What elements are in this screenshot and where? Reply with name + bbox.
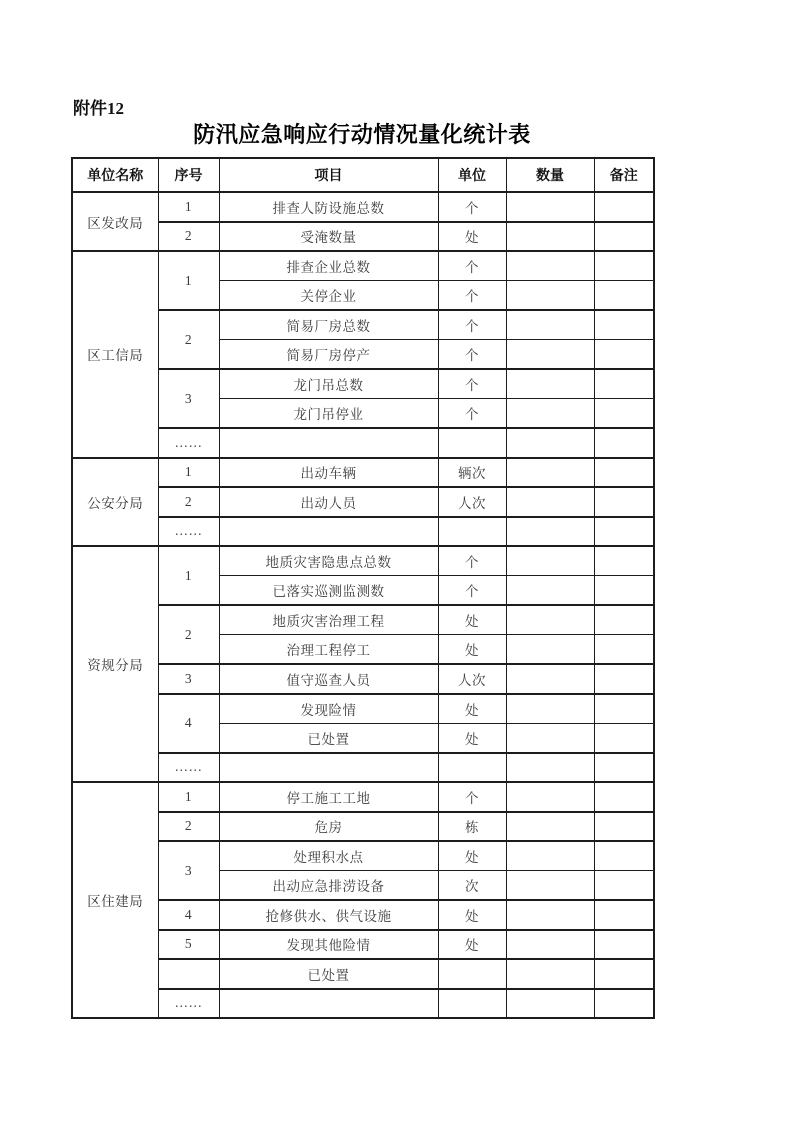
quantity-cell — [506, 487, 594, 517]
unit-cell: 个 — [438, 251, 506, 281]
item-cell: 停工施工工地 — [219, 782, 438, 812]
serial-cell: 2 — [158, 310, 219, 369]
table-row — [72, 458, 654, 488]
col-header-unit: 单位 — [438, 158, 506, 192]
quantity-cell — [506, 340, 594, 370]
item-cell: 治理工程停工 — [219, 635, 438, 665]
quantity-cell — [506, 399, 594, 429]
table-row — [72, 310, 654, 340]
quantity-cell — [506, 664, 594, 694]
unit-cell — [438, 517, 506, 547]
quantity-cell — [506, 222, 594, 252]
unit-cell: 栋 — [438, 812, 506, 842]
remark-cell — [594, 487, 654, 517]
unit-name-cell: 公安分局 — [72, 458, 158, 547]
quantity-cell — [506, 251, 594, 281]
item-cell — [219, 753, 438, 783]
serial-cell: 5 — [158, 930, 219, 960]
item-cell: 关停企业 — [219, 281, 438, 311]
unit-cell — [438, 428, 506, 458]
remark-cell — [594, 251, 654, 281]
quantity-cell — [506, 310, 594, 340]
table-row — [72, 251, 654, 281]
table-row — [72, 753, 654, 783]
item-cell: 排查企业总数 — [219, 251, 438, 281]
unit-cell: 处 — [438, 694, 506, 724]
unit-name-cell: 资规分局 — [72, 546, 158, 782]
item-cell: 值守巡查人员 — [219, 664, 438, 694]
unit-cell: 处 — [438, 841, 506, 871]
unit-cell: 个 — [438, 576, 506, 606]
unit-cell: 个 — [438, 310, 506, 340]
quantity-cell — [506, 369, 594, 399]
unit-cell: 处 — [438, 635, 506, 665]
serial-cell: …… — [158, 428, 219, 458]
unit-name-cell: 区发改局 — [72, 192, 158, 251]
page-title: 防汛应急响应行动情况量化统计表 — [193, 122, 531, 147]
unit-cell: 个 — [438, 399, 506, 429]
item-cell: 危房 — [219, 812, 438, 842]
quantity-cell — [506, 900, 594, 930]
item-cell: 龙门吊总数 — [219, 369, 438, 399]
unit-cell: 人次 — [438, 664, 506, 694]
unit-name-cell: 区工信局 — [72, 251, 158, 458]
remark-cell — [594, 281, 654, 311]
item-cell: 抢修供水、供气设施 — [219, 900, 438, 930]
table-row — [72, 428, 654, 458]
remark-cell — [594, 664, 654, 694]
serial-cell: 2 — [158, 812, 219, 842]
serial-cell: 4 — [158, 900, 219, 930]
quantity-cell — [506, 546, 594, 576]
col-header-quantity: 数量 — [506, 158, 594, 192]
serial-cell: …… — [158, 753, 219, 783]
unit-cell — [438, 989, 506, 1019]
item-cell: 地质灾害隐患点总数 — [219, 546, 438, 576]
unit-cell: 辆次 — [438, 458, 506, 488]
table-row — [72, 664, 654, 694]
remark-cell — [594, 369, 654, 399]
table-row — [72, 900, 654, 930]
remark-cell — [594, 959, 654, 989]
serial-cell: 2 — [158, 222, 219, 252]
remark-cell — [594, 694, 654, 724]
item-cell: 发现其他险情 — [219, 930, 438, 960]
table-row — [72, 487, 654, 517]
serial-cell: 3 — [158, 369, 219, 428]
quantity-cell — [506, 753, 594, 783]
table-row — [72, 605, 654, 635]
table-row — [72, 222, 654, 252]
remark-cell — [594, 723, 654, 753]
quantity-cell — [506, 841, 594, 871]
remark-cell — [594, 635, 654, 665]
item-cell — [219, 989, 438, 1019]
item-cell: 简易厂房总数 — [219, 310, 438, 340]
remark-cell — [594, 310, 654, 340]
unit-cell: 处 — [438, 723, 506, 753]
table-row — [72, 517, 654, 547]
item-cell: 处理积水点 — [219, 841, 438, 871]
unit-cell: 个 — [438, 192, 506, 222]
serial-cell: 2 — [158, 487, 219, 517]
serial-cell: 2 — [158, 605, 219, 664]
remark-cell — [594, 605, 654, 635]
table-row — [72, 782, 654, 812]
table-row — [72, 989, 654, 1019]
serial-cell: 1 — [158, 546, 219, 605]
unit-cell: 处 — [438, 222, 506, 252]
serial-cell: 1 — [158, 782, 219, 812]
serial-cell: 1 — [158, 458, 219, 488]
serial-cell: …… — [158, 517, 219, 547]
unit-cell — [438, 753, 506, 783]
unit-cell: 个 — [438, 340, 506, 370]
remark-cell — [594, 517, 654, 547]
remark-cell — [594, 192, 654, 222]
remark-cell — [594, 930, 654, 960]
unit-cell: 处 — [438, 605, 506, 635]
unit-cell: 次 — [438, 871, 506, 901]
remark-cell — [594, 546, 654, 576]
remark-cell — [594, 399, 654, 429]
quantity-cell — [506, 281, 594, 311]
quantity-cell — [506, 428, 594, 458]
table-row — [72, 546, 654, 576]
item-cell: 出动车辆 — [219, 458, 438, 488]
quantity-cell — [506, 930, 594, 960]
remark-cell — [594, 340, 654, 370]
table-row — [72, 694, 654, 724]
remark-cell — [594, 812, 654, 842]
item-cell: 地质灾害治理工程 — [219, 605, 438, 635]
item-cell: 已处置 — [219, 723, 438, 753]
quantity-cell — [506, 812, 594, 842]
quantity-cell — [506, 989, 594, 1019]
table-body — [72, 192, 654, 1018]
table-row — [72, 812, 654, 842]
table-row — [72, 369, 654, 399]
remark-cell — [594, 782, 654, 812]
table-row — [72, 841, 654, 871]
quantity-cell — [506, 959, 594, 989]
item-cell — [219, 517, 438, 547]
quantity-cell — [506, 605, 594, 635]
quantity-cell — [506, 694, 594, 724]
quantity-cell — [506, 871, 594, 901]
col-header-unit-name: 单位名称 — [72, 158, 158, 192]
remark-cell — [594, 458, 654, 488]
unit-cell: 处 — [438, 930, 506, 960]
col-header-remark: 备注 — [594, 158, 654, 192]
item-cell: 发现险情 — [219, 694, 438, 724]
quantity-cell — [506, 517, 594, 547]
unit-name-cell: 区住建局 — [72, 782, 158, 1018]
quantity-cell — [506, 192, 594, 222]
remark-cell — [594, 222, 654, 252]
unit-cell: 人次 — [438, 487, 506, 517]
item-cell: 简易厂房停产 — [219, 340, 438, 370]
item-cell: 出动应急排涝设备 — [219, 871, 438, 901]
serial-cell: 1 — [158, 192, 219, 222]
quantity-cell — [506, 723, 594, 753]
quantity-cell — [506, 782, 594, 812]
remark-cell — [594, 900, 654, 930]
unit-cell: 个 — [438, 281, 506, 311]
col-header-serial: 序号 — [158, 158, 219, 192]
table-row — [72, 959, 654, 989]
unit-cell: 个 — [438, 782, 506, 812]
col-header-item: 项目 — [219, 158, 438, 192]
remark-cell — [594, 576, 654, 606]
remark-cell — [594, 753, 654, 783]
serial-cell: 3 — [158, 841, 219, 900]
item-cell: 已落实巡测监测数 — [219, 576, 438, 606]
table-row — [72, 930, 654, 960]
serial-cell: 1 — [158, 251, 219, 310]
attachment-label: 附件12 — [73, 99, 124, 118]
item-cell: 已处置 — [219, 959, 438, 989]
quantity-cell — [506, 576, 594, 606]
header-row — [72, 158, 654, 192]
unit-cell: 处 — [438, 900, 506, 930]
unit-cell: 个 — [438, 369, 506, 399]
unit-cell: 个 — [438, 546, 506, 576]
serial-cell: 4 — [158, 694, 219, 753]
remark-cell — [594, 428, 654, 458]
serial-cell — [158, 959, 219, 989]
item-cell: 出动人员 — [219, 487, 438, 517]
quantity-cell — [506, 635, 594, 665]
serial-cell: 3 — [158, 664, 219, 694]
stats-table — [71, 157, 655, 1019]
unit-cell — [438, 959, 506, 989]
remark-cell — [594, 989, 654, 1019]
item-cell: 龙门吊停业 — [219, 399, 438, 429]
item-cell — [219, 428, 438, 458]
quantity-cell — [506, 458, 594, 488]
remark-cell — [594, 841, 654, 871]
item-cell: 受淹数量 — [219, 222, 438, 252]
table-row — [72, 192, 654, 222]
remark-cell — [594, 871, 654, 901]
serial-cell: …… — [158, 989, 219, 1019]
item-cell: 排查人防设施总数 — [219, 192, 438, 222]
